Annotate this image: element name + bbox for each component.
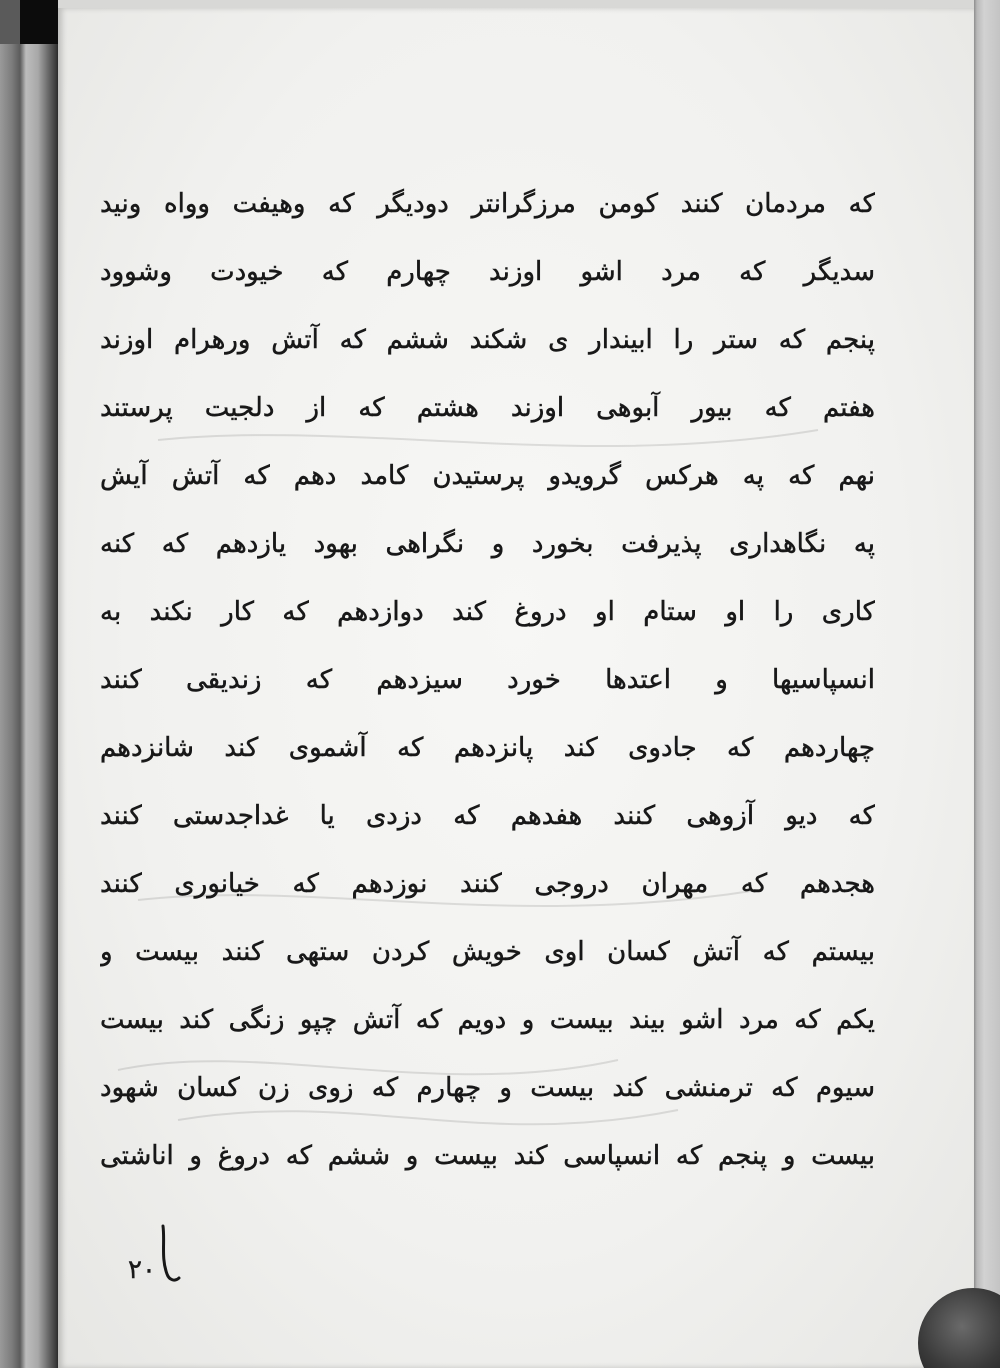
- page-edge-shadow: [974, 0, 1000, 1368]
- manuscript-line: انسپاسیها و اعتدها خورد سیزدهم که زندیقی کنند: [100, 665, 875, 695]
- manuscript-line: سدیگر که مرد اشو اوزند چهارم که خیودت وشوود: [100, 257, 875, 287]
- manuscript-line: بیست و پنجم که انسپاسی کند بیست و ششم که دروغ و اناشتی: [100, 1141, 875, 1171]
- manuscript-line: کاری را او ستام او دروغ کند دوازدهم که کار نکند به: [100, 597, 875, 627]
- binding-corner: [0, 0, 20, 44]
- manuscript-line: نهم که په هرکس گرویدو پرستیدن کامد دهم که آتش آیش: [100, 461, 875, 491]
- manuscript-line: یکم که مرد اشو بیند بیست و دویم که آتش چپو زنگی کند بیست: [100, 1005, 875, 1035]
- book-binding: [0, 0, 58, 1368]
- manuscript-line: هفتم که بیور آبوهی اوزند هشتم که از دلجیت پرستند: [100, 393, 875, 423]
- manuscript-line: که مردمان کنند کومن مرزگرانتر دودیگر که وهیفت وواه ونید: [100, 189, 875, 219]
- manuscript-line: هجدهم که مهران دروجی کنند نوزدهم که خیانوری کنند: [100, 869, 875, 899]
- manuscript-line: پنجم که ستر را ابیندار ی شکند ششم که آتش ورهرام اوزند: [100, 325, 875, 355]
- manuscript-line: سیوم که ترمنشی کند بیست و چهارم که زوی زن کسان شهود: [100, 1073, 875, 1103]
- binding-corner-dark: [20, 0, 58, 44]
- page-number: ۲۰: [128, 1255, 156, 1285]
- manuscript-line: په نگاهداری پذیرفت بخورد و نگراهی بهود یازدهم که کنه: [100, 529, 875, 559]
- text-block: [100, 170, 875, 1190]
- manuscript-line: چهاردهم که جادوی کند پانزدهم که آشموی کند شانزدهم: [100, 733, 875, 763]
- manuscript-line: بیستم که آتش کسان اوی خویش کردن ستهی کنند بیست و: [100, 937, 875, 967]
- manuscript-line: که دیو آزوهی کنند هفدهم که دزدی یا غداجدستی کنند: [100, 801, 875, 831]
